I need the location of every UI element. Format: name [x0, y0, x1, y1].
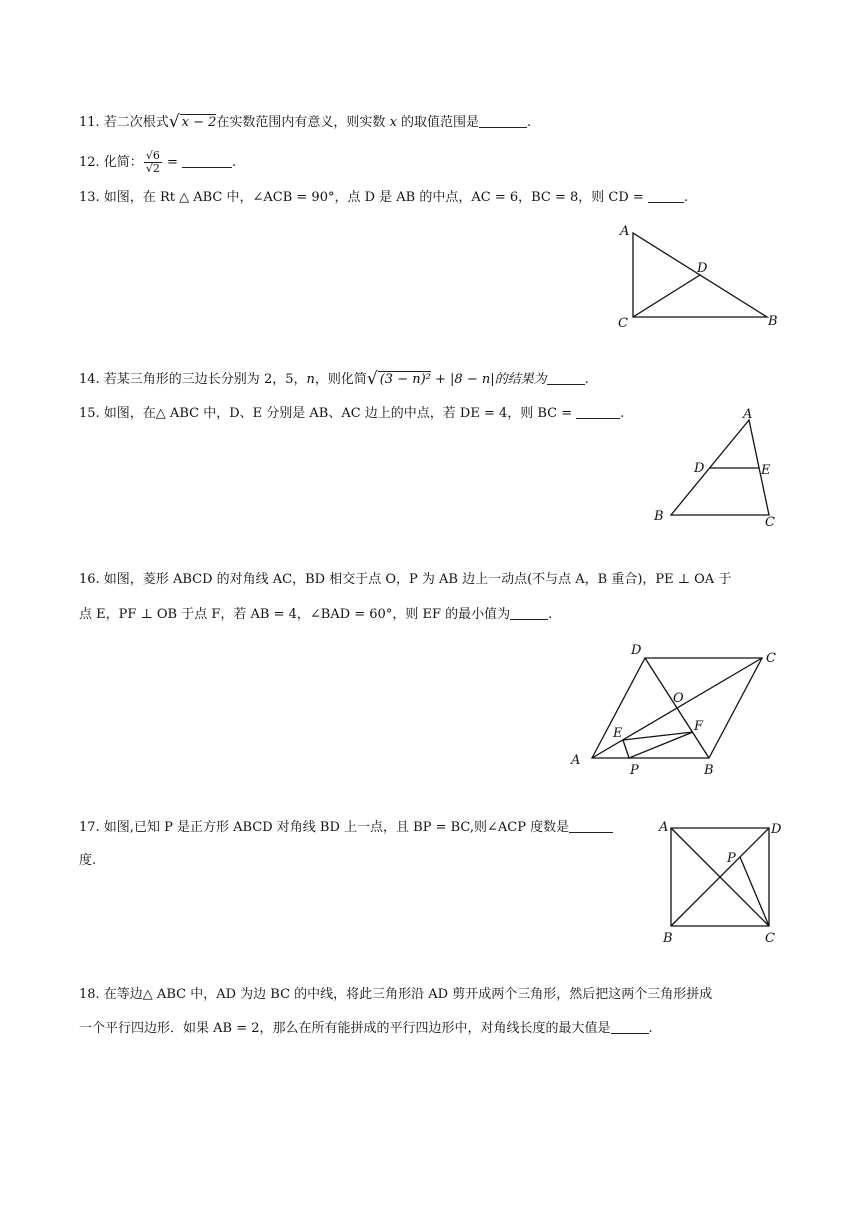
q12-numerator: √6 — [145, 149, 160, 162]
q14-period: . — [584, 372, 589, 387]
question-13 — [79, 188, 688, 208]
q15-label-a: A — [743, 407, 753, 422]
q13-label-a: A — [620, 224, 630, 239]
q11-radicand: x − 2 — [181, 115, 217, 130]
q17-label-d: D — [771, 822, 782, 837]
q16-period: . — [548, 607, 553, 622]
q17-text-line-2: 度. — [79, 853, 97, 868]
question-18-line-1 — [79, 985, 712, 1005]
question-15 — [79, 404, 624, 424]
q12-answer-blank[interactable] — [182, 153, 232, 168]
question-11 — [79, 112, 531, 133]
q13-label-c: C — [618, 316, 628, 331]
q16-label-e: E — [613, 726, 623, 741]
question-16-line-2 — [79, 605, 552, 625]
q16-label-o: O — [673, 691, 684, 706]
q15-triangle-figure — [648, 402, 788, 532]
q13-label-d: D — [697, 261, 708, 276]
q16-label-a: A — [571, 753, 581, 768]
q16-diagonal-bd — [645, 658, 709, 758]
q17-segment-pc — [740, 857, 769, 926]
q16-text-line-1: 16. 如图，菱形 ABCD 的对角线 AC，BD 相交于点 O，P 为 AB 边上一动点(不与点 A，B 重合)，PE ⊥ OA 于 — [79, 572, 732, 587]
question-12 — [79, 150, 236, 175]
q11-mid-text: 在实数范围内有意义，则实数 — [216, 115, 390, 130]
radical-sign-icon: √ — [366, 369, 378, 389]
q16-label-c: C — [766, 651, 776, 666]
q18-answer-blank[interactable] — [611, 1019, 649, 1034]
q13-answer-blank[interactable] — [648, 188, 684, 203]
q14-after-text: + |8 − n|的结果为 — [430, 372, 547, 387]
q15-label-e: E — [761, 463, 771, 478]
q11-post-text: 的取值范围是 — [396, 115, 480, 130]
question-14 — [79, 369, 589, 390]
q15-label-d: D — [694, 461, 705, 476]
q11-text: 11. 若二次根式 — [79, 115, 169, 130]
q17-square-figure — [655, 815, 790, 950]
q12-text: 12. 化简： — [79, 155, 143, 170]
q13-period: . — [683, 190, 689, 205]
q15-period: . — [620, 406, 625, 421]
question-17-line-2 — [79, 851, 96, 871]
q15-label-c: C — [765, 515, 775, 530]
q13-prefix: 13. 如图，在 — [79, 190, 160, 205]
q14-mid-text: ，则化简 — [314, 372, 367, 387]
q18-text-line-2: 一个平行四边形．如果 AB = 2，那么在所有能拼成的平行四边形中，对角线长度的最大值是 — [79, 1021, 611, 1036]
q16-text-line-2: 点 E，PF ⊥ OB 于点 F，若 AB = 4，∠BAD = 60°，则 EF 的最小值为 — [79, 607, 511, 622]
q17-label-b: B — [663, 931, 673, 946]
q15-label-b: B — [654, 509, 664, 524]
q11-period: . — [527, 115, 532, 130]
q12-period: . — [232, 155, 237, 170]
q17-label-p: P — [727, 851, 736, 866]
q13-segment-cd — [633, 275, 700, 317]
q11-variable: x — [389, 115, 397, 130]
question-16-line-1 — [79, 570, 731, 590]
q14-answer-blank[interactable] — [547, 370, 585, 385]
q15-text: 15. 如图，在△ ABC 中，D、E 分别是 AB、AC 边上的中点，若 DE = 4，则 BC = — [79, 406, 577, 421]
q14-radicand: (3 − n)² — [379, 372, 431, 387]
q16-label-d: D — [631, 643, 642, 658]
q18-text-line-1: 18. 在等边△ ABC 中，AD 为边 BC 的中线，将此三角形沿 AD 剪开成两个三角形，然后把这两个三角形拼成 — [79, 987, 713, 1002]
q17-answer-blank[interactable] — [569, 818, 613, 833]
q12-denominator: √2 — [145, 162, 160, 175]
q17-text-line-1: 17. 如图,已知 P 是正方形 ABCD 对角线 BD 上一点，且 BP = BC,则∠ACP 度数是 — [79, 820, 570, 835]
q13-triangle-figure — [600, 215, 790, 333]
q15-answer-blank[interactable] — [576, 404, 620, 419]
q12-fraction — [144, 150, 162, 175]
q14-variable: n — [306, 372, 315, 387]
q16-label-b: B — [704, 763, 714, 778]
question-17-line-1 — [79, 818, 613, 838]
q13-text: Rt △ ABC 中，∠ACB = 90°，点 D 是 AB 的中点，AC = 6，BC = 8，则 CD = — [159, 190, 648, 205]
radical-sign-icon: √ — [168, 112, 180, 132]
q17-label-c: C — [765, 931, 775, 946]
q16-answer-blank[interactable] — [510, 605, 548, 620]
q14-text: 14. 若某三角形的三边长分别为 2，5， — [79, 372, 307, 387]
q17-label-a: A — [659, 820, 669, 835]
q16-label-f: F — [694, 719, 704, 734]
q18-period: . — [648, 1021, 653, 1036]
q12-equals: = — [162, 155, 182, 170]
q16-rhombus-figure — [565, 638, 785, 778]
q13-label-b: B — [768, 314, 778, 329]
question-18-line-2 — [79, 1019, 653, 1039]
q16-label-p: P — [630, 763, 639, 778]
q11-answer-blank[interactable] — [479, 113, 527, 128]
